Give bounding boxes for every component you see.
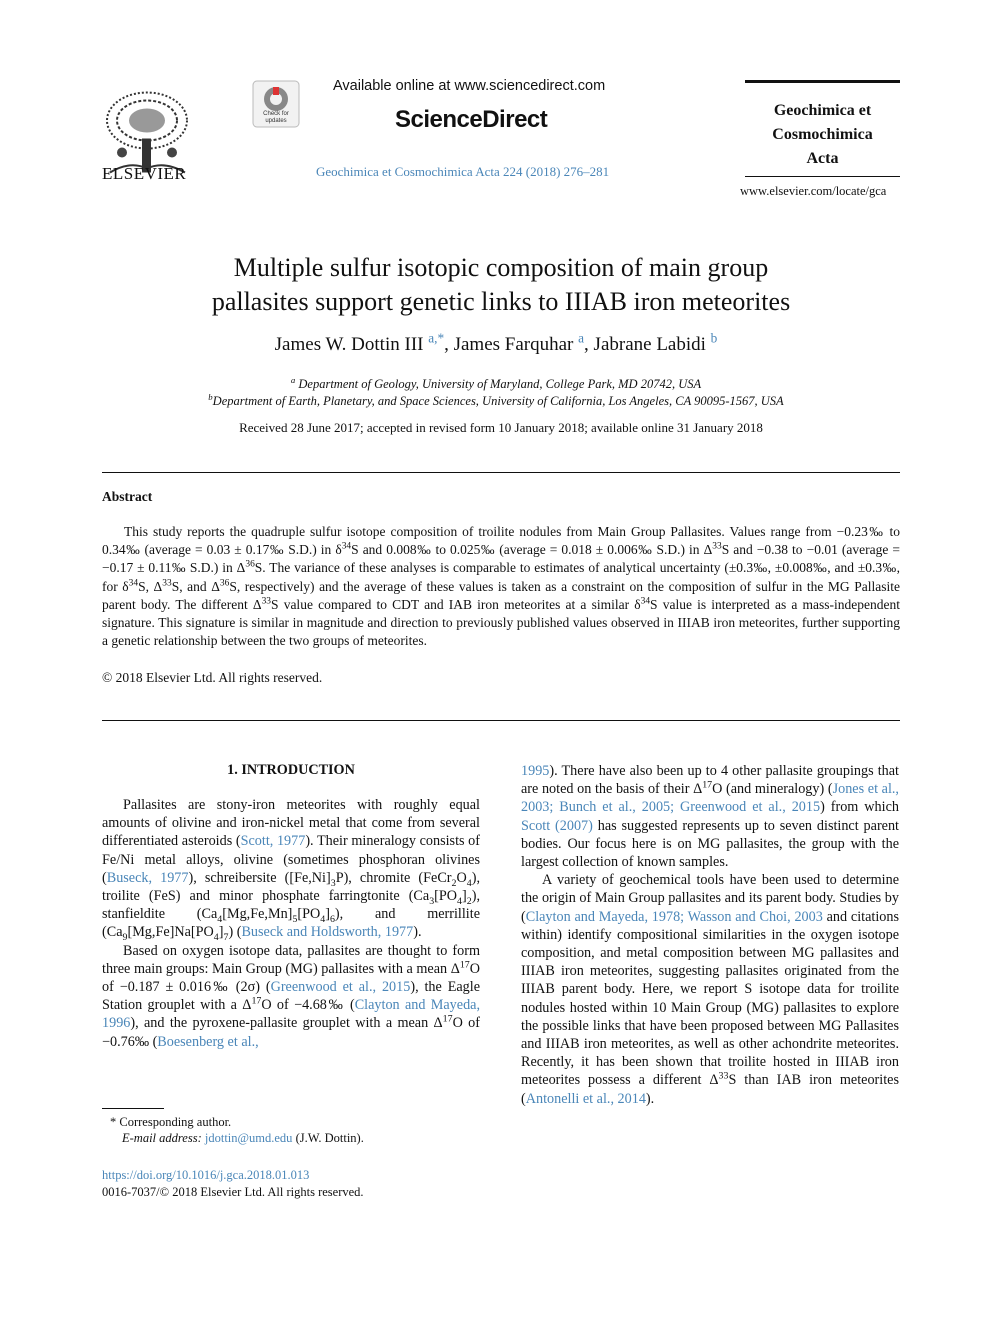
citation-link[interactable]: Jones et al., 2003; Bunch et al., 2005; Greenwood et al., 2015 xyxy=(521,781,899,816)
abstract-text: This study reports the quadruple sulfur isotope composition of troilite nodules from Main Group Pallasites. Values range from −0.23‰ to 0.34‰ (average = 0.03 ± 0.17‰ S.D.) in $\delta^{34}S$ and 0.008‰ to 0.025‰ (average = 0.018 ± 0.006‰ S.D.) in $\Delta^{33}S$ and −0.38 to −0.01 (average = −0.17 ± 0.11‰ S.D.) in $\Delta^{36}S$. The variance of these analyses is comparable to estimates of analytical uncertainty (±0.3‰, ±0.008‰, and ±0.3‰, for $\delta^{34}S$, $\Delta^{33}S$, and $\Delta^{36}S$, respectively) and the average of these values is taken as a constraint on the composition of sulfur in the MG Pallasite parent body. The different $\Delta^{33}S$ value compared to CDT and IAB iron meteorites at a similar $\delta^{34}S$ value is interpreted as a mass-independent signature. This signature is similar in magnitude and direction to previously published values observed in IIIAB iron meteorites, further supporting a genetic relationship between the two groups of meteorites. xyxy=(102,524,901,649)
body-column-right xyxy=(521,762,899,1108)
citation-link[interactable]: Scott, 1977 xyxy=(240,833,306,850)
body-paragraph: 1995). There have also been up to 4 other pallasite groupings that are noted on the basis of their $\Delta^{17}O$ (and mineralogy) (Jones et al., 2003; Bunch et al., 2005; Greenwood et al., 2015) from which Scott (2007) has suggested represents up to seven distinct parent bodies. Our focus here is on MG pallasites, the group with the largest collection of known samples. xyxy=(521,763,899,871)
available-online-text: Available online at www.sciencedirect.com xyxy=(333,78,606,94)
email-link[interactable]: jdottin@umd.edu xyxy=(204,1131,293,1145)
affiliations: $^a$ Department of Geology, University of Maryland, College Park, MD 20742, USA $^b$Department of Earth, Planetary, and Space Sciences, University of California, Los Angeles, CA 90095-1567, USA xyxy=(208,374,784,408)
abstract-heading: Abstract xyxy=(102,489,153,504)
footnote: * Corresponding author. E-mail address: jdottin@umd.edu (J.W. Dottin). xyxy=(110,1115,364,1145)
author-name: Jabrane Labidi xyxy=(593,334,706,355)
divider xyxy=(102,720,900,721)
corresponding-author-note: Corresponding author. xyxy=(119,1115,232,1129)
citation-link[interactable]: Clayton and Mayeda, 1996 xyxy=(102,997,481,1032)
body-paragraph: A variety of geochemical tools have been used to determine the origin of Main Group pallasites and its parent body. Studies by (Clayton and Mayeda, 1978; Wasson and Choi, 2003 and citations within) identify compositional similarities in the oxygen isotope composition, and metal composition between MG pallasites and IIIAB iron meteorites, suggesting pallasites originated from the IIIAB parent body. Here, we report S isotope data for troilite nodules hosted within 10 Main Group (MG) pallasites to explore the possible links that have been proposed between MG Pallasites and IIIAB iron meteorites, as well as other achondrite meteorites. Recently, it has been shown that troilite hosted in IIIAB iron meteorites possess a different $\Delta^{33}S$ than IAB iron meteorites (Antonelli et al., 2014). xyxy=(521,872,899,1107)
publisher-name: ELSEVIER xyxy=(102,164,187,183)
author-name: James Farquhar xyxy=(453,334,574,355)
journal-citation-link[interactable]: Geochimica et Cosmochimica Acta 224 (2018) 276–281 xyxy=(316,164,610,179)
author-affil-link[interactable]: a xyxy=(578,330,585,346)
citation-link[interactable]: Buseck and Holdsworth, 1977 xyxy=(241,924,414,941)
citation-link[interactable]: Greenwood et al., 2015 xyxy=(270,979,411,996)
issn-copyright: 0016-7037/© 2018 Elsevier Ltd. All rights reserved. xyxy=(102,1185,364,1199)
divider xyxy=(102,472,900,473)
author-name: James W. Dottin III xyxy=(274,334,424,355)
email-owner: (J.W. Dottin). xyxy=(295,1131,364,1145)
citation-link[interactable]: Buseck, 1977 xyxy=(106,869,189,886)
body-paragraph: Based on oxygen isotope data, pallasites are thought to form three main groups: Main Group (MG) pallasites with a mean $\Delta^{17}O$ of −0.187 ± 0.016‰ (2σ) (Greenwood et al., 2015), the Eagle Station grouplet with a $\Delta^{17}O$ of −4.68‰ (Clayton and Mayeda, 1996), and the pyroxene-pallasite grouplet with a mean $\Delta^{17}O$ of −0.76‰ (Boesenberg et al., xyxy=(102,942,481,1050)
citation-link[interactable]: Antonelli et al., 2014 xyxy=(525,1090,646,1107)
body-paragraph: Pallasites are stony-iron meteorites with roughly equal amounts of olivine and iron-nickel metal that come from several differentiated asteroids (Scott, 1977). Their mineralogy consists of Fe/Ni metal alloys, olivine (sometimes phosphoran olivines (Buseck, 1977), schreibersite $([Fe,Ni]_3P)$, chromite $(FeCr_2O_4)$, troilite (FeS) and minor phosphate farringtonite $(Ca_3[PO_4]_2)$, stanfieldite $(Ca_4[Mg,Fe,Mn]_5[PO_4]_6)$, and merrillite $(Ca_9[Mg,Fe]Na[PO_4]_7)$ (Buseck and Holdsworth, 1977). xyxy=(102,797,480,944)
crossmark-label: Check for updates xyxy=(263,111,289,124)
author-list: James W. Dottin III $^{a,*}$, James Farquhar $^a$, Jabrane Labidi $^b$ xyxy=(274,330,718,355)
footnote-divider xyxy=(102,1108,164,1109)
abstract-copyright: © 2018 Elsevier Ltd. All rights reserved. xyxy=(102,670,323,685)
affiliation-text: Department of Earth, Planetary, and Space Sciences, University of California, Los Angeles, CA 90095-1567, USA xyxy=(212,394,784,408)
citation-link[interactable]: Scott (2007) xyxy=(521,817,593,834)
journal-name: Geochimica et Cosmochimica Acta xyxy=(772,102,873,167)
journal-url[interactable]: www.elsevier.com/locate/gca xyxy=(740,184,887,198)
citation-link[interactable]: Clayton and Mayeda, 1978; Wasson and Choi, 2003 xyxy=(525,908,823,925)
journal-title-box xyxy=(745,80,900,177)
citation-link[interactable]: Boesenberg et al., xyxy=(157,1033,259,1050)
article-title: Multiple sulfur isotopic composition of main group pallasites support genetic links to IIIAB iron meteorites xyxy=(211,253,791,316)
section-heading: 1. INTRODUCTION xyxy=(227,762,355,778)
author-affil-link[interactable]: a,* xyxy=(428,330,445,346)
body-column-left xyxy=(102,796,480,1051)
citation-link[interactable]: 1995 xyxy=(521,763,550,779)
sciencedirect-logo[interactable]: ScienceDirect xyxy=(395,106,548,133)
check-for-updates-badge[interactable] xyxy=(252,80,300,128)
email-label: E-mail address: xyxy=(122,1131,202,1145)
author-affil-link[interactable]: b xyxy=(710,330,718,346)
affiliation-text: Department of Geology, University of Maryland, College Park, MD 20742, USA xyxy=(298,377,702,391)
article-history: Received 28 June 2017; accepted in revised form 10 January 2018; available online 31 January 2018 xyxy=(239,420,763,435)
doi-link[interactable]: https://doi.org/10.1016/j.gca.2018.01.013 xyxy=(102,1168,310,1182)
